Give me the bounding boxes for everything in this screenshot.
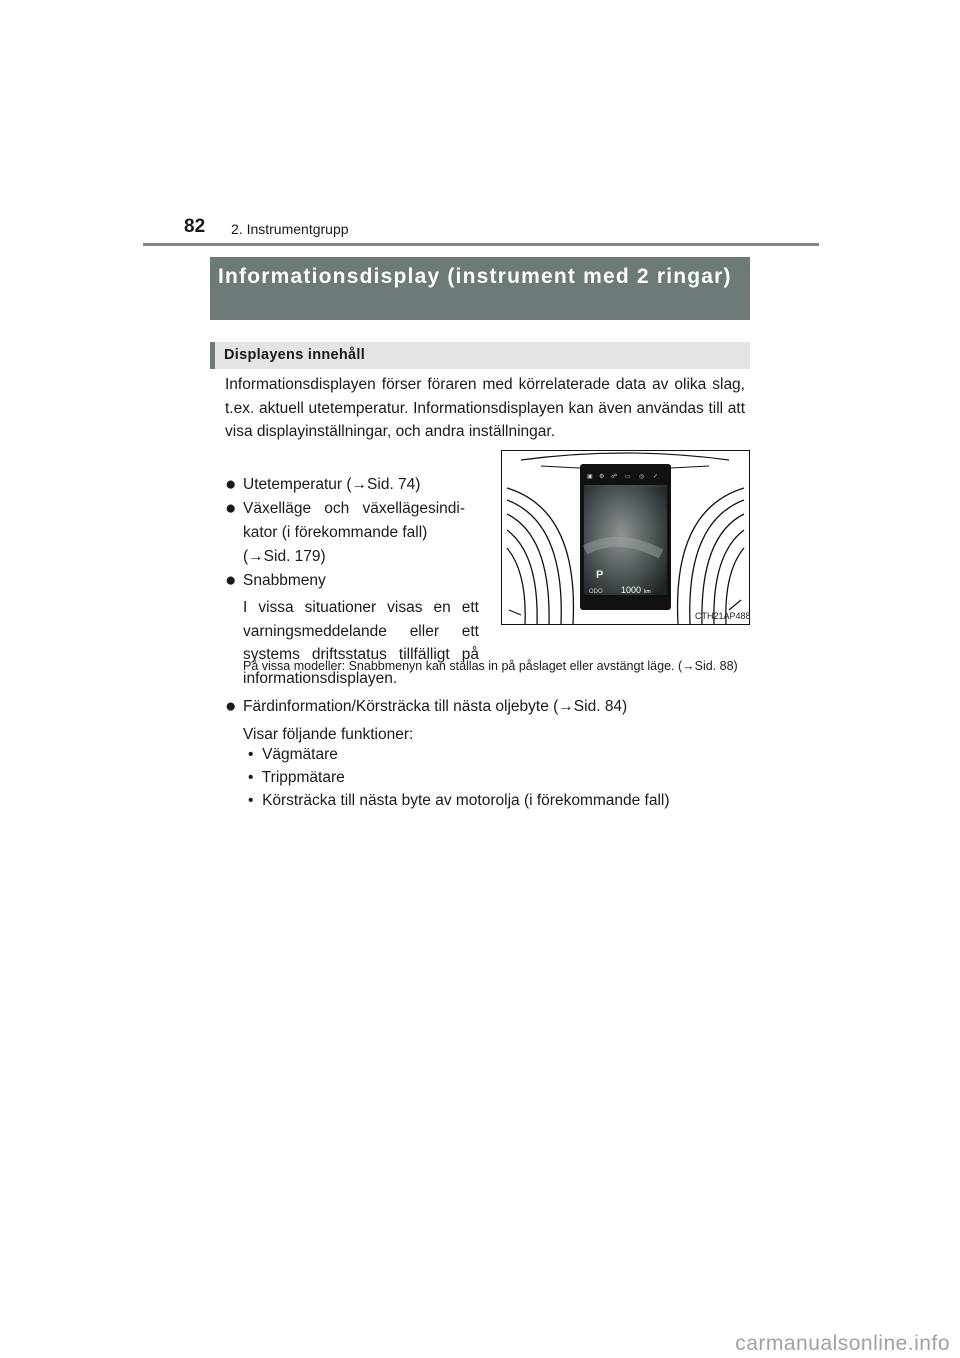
intro-paragraph: Informationsdisplayen förser föraren med körrelaterade data av olika slag, t.ex. aktuell utetemperatur. Informationsdisplayen kan även användas till att visa displayinställningar, och andra inställningar. <box>225 376 745 440</box>
list-item-quick-menu <box>225 569 326 593</box>
list-item-text-cont: kator (i förekommande fall) <box>243 524 428 541</box>
svg-text:◎: ◎ <box>639 474 645 480</box>
list-item-text: Vägmätare <box>262 746 338 763</box>
svg-text:▭: ▭ <box>625 474 631 480</box>
functions-intro: Visar följande funktioner: <box>243 726 414 743</box>
gear-indicator: P <box>596 569 604 581</box>
dot-icon: • <box>248 769 254 786</box>
odo-label: ODO <box>589 589 603 595</box>
list-item-text: Växelläge och växellägesindi- <box>243 500 465 517</box>
svg-text:✓: ✓ <box>653 474 659 480</box>
list-item-text: Färdinformation/Körsträcka till nästa oljebyte (→Sid. 84) <box>243 698 628 715</box>
list-item-text: Körsträcka till nästa byte av motorolja (i förekommande fall) <box>262 792 670 809</box>
odo-value: 1000 <box>621 585 642 595</box>
svg-text:⚙: ⚙ <box>599 474 605 480</box>
page-number: 82 <box>184 216 206 237</box>
quick-menu-description: I vissa situationer visas en ett varningsmeddelande eller ett systems driftsstatus tillfälligt på informationsdisplayen. <box>243 599 479 687</box>
bullet-icon: ● <box>225 474 237 495</box>
list-item-text: Snabbmeny <box>243 572 326 589</box>
header-rule <box>143 243 819 246</box>
instrument-cluster-figure <box>501 450 750 625</box>
subheading: Displayens innehåll <box>210 342 750 369</box>
list-item <box>248 769 345 787</box>
watermark: carmanualsonline.info <box>735 1332 950 1355</box>
list-item-text: Utetemperatur (→Sid. 74) <box>243 476 421 493</box>
list-item <box>248 792 670 810</box>
note-text: På vissa modeller: Snabbmenyn kan ställas in på påslaget eller avstängt läge. (→Sid. 88) <box>243 659 738 673</box>
bullet-icon: ● <box>225 570 237 591</box>
odo-unit: km <box>644 589 651 595</box>
list-item-gear <box>225 497 465 521</box>
list-item-text-cont: (→Sid. 179) <box>243 548 326 565</box>
figure-code: CTH21AP488 <box>695 611 751 621</box>
list-item <box>248 746 338 764</box>
chapter-title: 2. Instrumentgrupp <box>231 221 349 237</box>
svg-text:☍: ☍ <box>611 474 618 480</box>
section-title: Informationsdisplay (instrument med 2 ringar) <box>210 257 750 320</box>
bullet-icon: ● <box>225 498 237 519</box>
dot-icon: • <box>248 746 254 763</box>
svg-text:▣: ▣ <box>587 474 593 480</box>
bullet-icon: ● <box>225 696 237 717</box>
list-item-text: Trippmätare <box>261 769 345 786</box>
dot-icon: • <box>248 792 254 809</box>
list-item-outside-temp <box>225 473 420 497</box>
list-item-trip-info <box>225 695 627 719</box>
cluster-illustration <box>501 450 750 625</box>
